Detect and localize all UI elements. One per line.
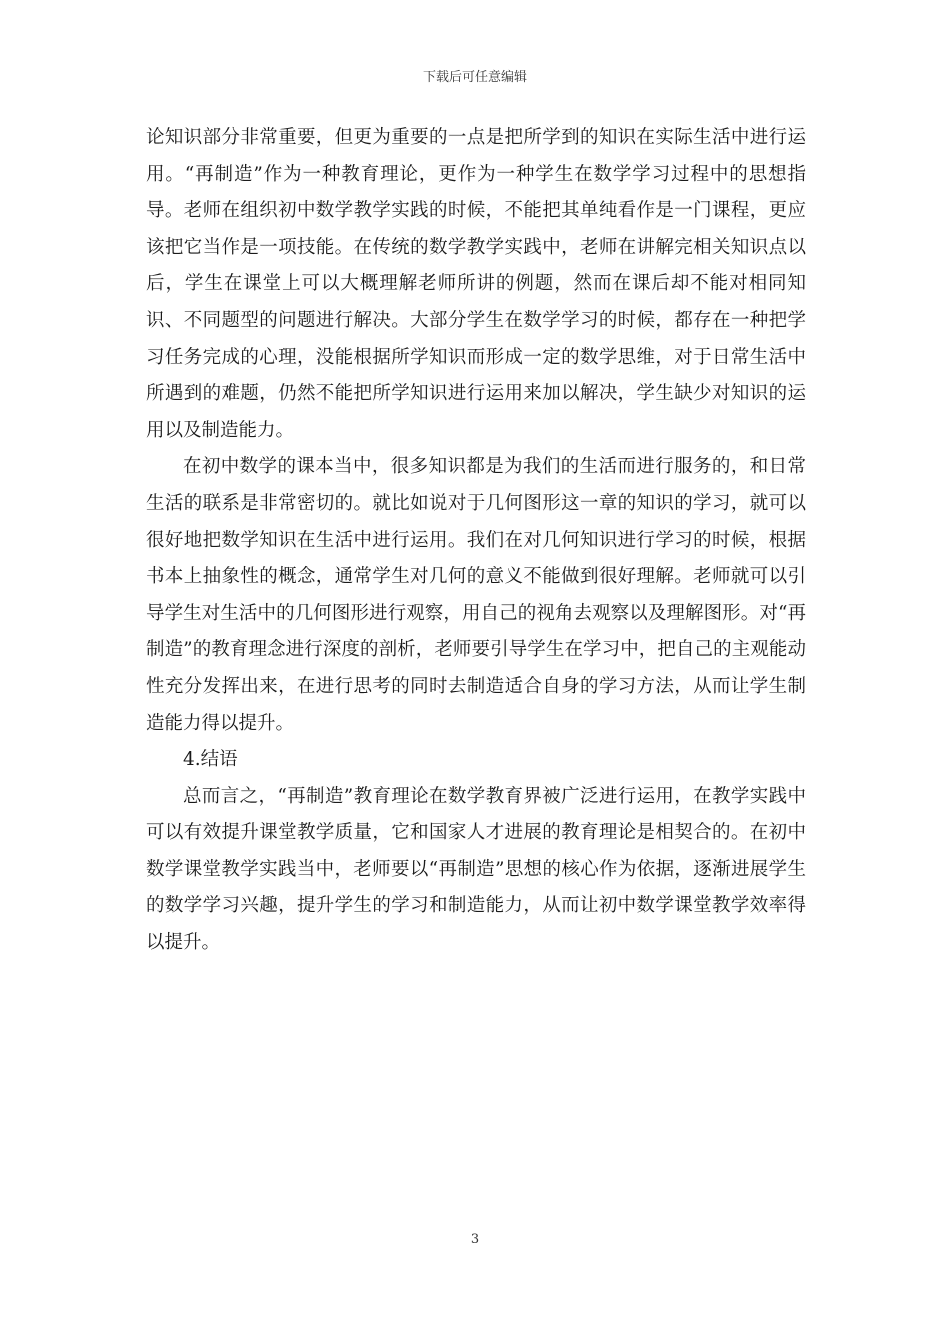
body-paragraph: 在初中数学的课本当中，很多知识都是为我们的生活而进行服务的，和日常生活的联系是非常密切的。就比如说对于几何图形这一章的知识的学习，就可以很好地把数学知识在生活中进行运用。我们在对几何知识进行学习的时候，根据书本上抽象性的概念，通常学生对几何的意义不能做到很好理解。老师就可以引导学生对生活中的几何图形进行观察，用自己的视角去观察以及理解图形。对“再制造”的教育理念进行深度的剖析，老师要引导学生在学习中，把自己的主观能动性充分发挥出来，在进行思考的同时去制造适合自身的学习方法，从而让学生制造能力得以提升。 <box>146 456 806 734</box>
document-body <box>146 120 806 962</box>
page-number: 3 <box>470 1232 480 1247</box>
body-paragraph-continued: 论知识部分非常重要，但更为重要的一点是把所学到的知识在实际生活中进行运用。“再制造”作为一种教育理论，更作为一种学生在数学学习过程中的思想指导。老师在组织初中数学教学实践的时候，不能把其单纯看作是一门课程，更应该把它当作是一项技能。在传统的数学教学实践中，老师在讲解完相关知识点以后，学生在课堂上可以大概理解老师所讲的例题，然而在课后却不能对相同知识、不同题型的问题进行解决。大部分学生在数学学习的时候，都存在一种把学习任务完成的心理，没能根据所学知识而形成一定的数学思维，对于日常生活中所遇到的难题，仍然不能把所学知识进行运用来加以解决，学生缺少对知识的运用以及制造能力。 <box>146 127 806 441</box>
page-header: 下载后可任意编辑 <box>422 70 527 85</box>
conclusion-paragraph: 总而言之，“再制造”教育理论在数学教育界被广泛进行运用，在教学实践中可以有效提升课堂教学质量，它和国家人才进展的教育理论是相契合的。在初中数学课堂教学实践当中，老师要以“再制造”思想的核心作为依据，逐渐进展学生的数学学习兴趣，提升学生的学习和制造能力，从而让初中数学课堂教学效率得以提升。 <box>146 785 806 954</box>
section-heading: 4.结语 <box>183 749 238 771</box>
